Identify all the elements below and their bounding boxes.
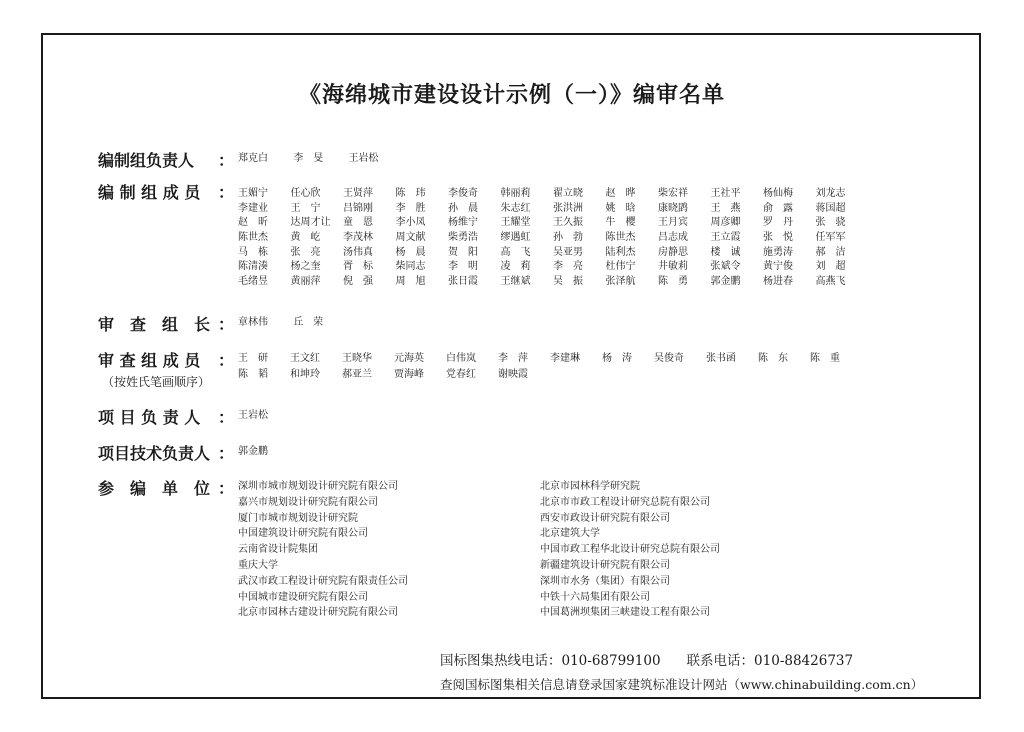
unit-name: 嘉兴市规划设计研究院有限公司 (238, 496, 378, 508)
member-name: 黄丽萍 (290, 276, 321, 288)
member-name: 郭金鹏 (710, 276, 741, 288)
unit-name: 中铁十六局集团有限公司 (540, 591, 650, 603)
member-name: 李 胜 (395, 202, 426, 214)
lead-names (238, 152, 400, 166)
review-member-name: 党春红 (446, 369, 476, 380)
member-name: 姚 晗 (605, 202, 636, 214)
member-name: 陈世杰 (605, 232, 636, 244)
member-name: 高燕飞 (815, 276, 846, 288)
unit-name: 武汉市政工程设计研究院有限责任公司 (238, 575, 408, 587)
member-name: 朱志红 (500, 202, 531, 214)
member-name: 王 宁 (290, 202, 321, 214)
member-name: 周 旭 (395, 276, 426, 288)
project-lead-label (98, 405, 235, 428)
review-member-name: 王晓华 (342, 353, 372, 364)
review-members-label-text: 审 查 组 成 员 (98, 351, 201, 370)
member-name: 杜伟宁 (605, 261, 636, 273)
review-member-name: 和坤玲 (290, 369, 320, 380)
member-name: 王耀堂 (500, 217, 531, 229)
member-name: 贺 阳 (448, 246, 478, 258)
review-member-name: 元海英 (394, 353, 424, 364)
member-name: 达周才让 (290, 217, 331, 229)
units-label-text: 参 编 单 位 (98, 479, 211, 498)
units-right-list (540, 479, 720, 621)
units-colon: ： (218, 479, 235, 498)
footer-website-note: 查阅国标图集相关信息请登录国家建筑标准设计网站（www.chinabuilding.com.cn） (440, 677, 924, 692)
unit-name: 中国城市建设研究院有限公司 (238, 591, 368, 603)
member-name: 韩丽莉 (500, 188, 531, 199)
units-label (98, 476, 235, 499)
unit-name: 深圳市城市规划设计研究院有限公司 (238, 481, 398, 492)
review-member-name: 陈 重 (810, 353, 840, 364)
review-members-colon: ： (218, 351, 235, 370)
member-name: 王久振 (553, 217, 583, 229)
unit-name: 新疆建筑设计研究院有限公司 (540, 559, 670, 571)
member-name: 黄宁俊 (763, 261, 793, 273)
member-name: 任心欣 (290, 188, 321, 199)
member-name: 杨 晨 (395, 246, 426, 258)
member-name: 杨进春 (763, 276, 793, 288)
unit-name: 云南省设计院集团 (238, 544, 318, 556)
member-name: 王立霞 (710, 232, 741, 244)
member-name: 吕志成 (658, 232, 688, 244)
member-name: 陈 勇 (658, 276, 688, 288)
member-name: 凌 莉 (500, 261, 531, 273)
member-name: 刘 超 (815, 261, 846, 273)
review-member-name: 贾海峰 (394, 369, 424, 380)
review-member-name: 陈 韬 (238, 369, 268, 380)
member-name: 孙 勃 (553, 232, 583, 244)
project-lead-names (238, 409, 290, 423)
member-name: 陈 玮 (395, 188, 426, 199)
review-member-name: 李建琳 (550, 353, 580, 364)
member-name: 吴亚男 (553, 246, 583, 258)
member-name: 柴宏祥 (658, 188, 688, 199)
member-name: 翟立晓 (553, 188, 583, 199)
review-member-name: 张书函 (706, 353, 736, 364)
unit-name: 中国葛洲坝集团三峡建设工程有限公司 (540, 607, 710, 619)
member-name: 张斌令 (710, 261, 741, 273)
member-name: 毛绪昱 (238, 276, 268, 288)
unit-name: 中国市政工程华北设计研究总院有限公司 (540, 544, 720, 556)
review-member-name: 白伟岚 (446, 353, 476, 364)
page-title: 《海绵城市建设设计示例（一）》编审名单 (298, 83, 725, 108)
member-name: 李俊奇 (448, 188, 478, 199)
footer-phones (440, 649, 853, 669)
tech-lead-names (238, 445, 290, 459)
member-name: 杨维宁 (448, 217, 478, 229)
review-member-name: 王文红 (290, 353, 320, 364)
unit-name: 深圳市水务（集团）有限公司 (540, 575, 670, 587)
project-lead-name: 王岩松 (238, 410, 268, 421)
tech-lead-label-text: 项目技术负责人 (98, 444, 211, 463)
review-lead-name: 章林伟 (238, 317, 268, 328)
unit-name: 北京市园林科学研究院 (540, 481, 640, 492)
review-lead-name: 丘 荣 (293, 317, 324, 328)
unit-name: 重庆大学 (238, 559, 278, 571)
member-name: 杨仙梅 (763, 188, 793, 199)
review-members-row-2 (238, 368, 550, 382)
review-member-name: 谢映霞 (498, 369, 528, 380)
member-name: 李小凤 (395, 217, 426, 229)
member-name: 柴勇浩 (448, 232, 478, 244)
unit-name: 厦门市城市规划设计研究院 (238, 512, 358, 524)
tech-lead-colon: ： (218, 444, 235, 463)
member-name: 李建业 (238, 202, 268, 214)
review-member-name: 吴俊奇 (654, 353, 684, 364)
member-name: 楼 诚 (710, 246, 741, 258)
member-name: 罗 丹 (763, 217, 793, 229)
member-name: 张 悦 (763, 232, 793, 244)
member-name: 缪遇虹 (500, 232, 531, 244)
member-name: 牛 樱 (605, 217, 636, 229)
member-name: 王 燕 (710, 202, 741, 214)
member-name: 王贤萍 (343, 188, 373, 199)
member-name: 蒋国超 (815, 202, 846, 214)
review-member-name: 杨 涛 (602, 353, 632, 364)
member-name: 周彦卿 (710, 217, 741, 229)
members-colon: ： (218, 183, 235, 202)
lead-label (98, 148, 235, 171)
member-name: 李 明 (448, 261, 478, 273)
units-left-list (238, 479, 408, 621)
unit-name: 北京市园林古建设计研究院有限公司 (238, 607, 398, 619)
member-name: 张日霞 (448, 276, 478, 288)
member-name: 陈世杰 (238, 232, 268, 244)
review-member-name: 李 萍 (498, 353, 528, 364)
member-name: 张 骁 (815, 217, 846, 229)
lead-colon: ： (218, 151, 235, 170)
review-members-note: （按姓氏笔画顺序） (102, 375, 211, 389)
member-name: 张洪洲 (553, 202, 583, 214)
review-member-name: 王 研 (238, 353, 268, 364)
member-name: 李茂林 (343, 232, 373, 244)
unit-name: 北京建筑大学 (540, 528, 600, 540)
members-grid (238, 184, 878, 287)
review-members-label (98, 348, 235, 371)
hotline-text: 国标图集热线电话：010-68799100 (440, 653, 661, 669)
member-name: 吕锦刚 (343, 202, 373, 214)
unit-name: 北京市市政工程设计研究总院有限公司 (540, 496, 710, 508)
member-name: 刘龙志 (815, 188, 846, 199)
member-name: 房静思 (658, 246, 688, 258)
member-name: 郝 洁 (815, 246, 846, 258)
tech-lead-name: 郭金鹏 (238, 446, 268, 457)
member-name: 陈清湊 (238, 261, 268, 273)
unit-name: 中国建筑设计研究院有限公司 (238, 528, 368, 540)
member-name: 周文献 (395, 232, 426, 244)
member-name: 张 亮 (290, 246, 321, 258)
member-name: 张泽航 (605, 276, 636, 288)
lead-name: 郑克白 (238, 153, 268, 164)
member-name: 任军军 (815, 232, 846, 244)
review-lead-names (238, 316, 345, 330)
project-lead-colon: ： (218, 408, 235, 427)
tech-lead-label (98, 441, 235, 464)
review-member-name: 郝亚兰 (342, 369, 372, 380)
member-name: 陆利杰 (605, 246, 636, 258)
unit-name: 西安市政设计研究院有限公司 (540, 512, 670, 524)
member-name: 赵 晔 (605, 188, 636, 199)
member-name: 王继斌 (500, 276, 531, 288)
contact-phone-text: 联系电话：010-88426737 (686, 653, 854, 669)
members-label (98, 180, 235, 203)
member-name: 杨之奎 (290, 261, 321, 273)
member-name: 王月宾 (658, 217, 688, 229)
review-member-name: 陈 东 (758, 353, 788, 364)
member-name: 胥 标 (343, 261, 373, 273)
member-name: 王社平 (710, 188, 741, 199)
review-members-row-1 (238, 352, 862, 366)
member-name: 吴 振 (553, 276, 583, 288)
member-name: 汤伟真 (343, 246, 373, 258)
lead-name: 李 旻 (293, 153, 324, 164)
review-lead-label (98, 312, 235, 335)
lead-label-text: 编制组负责人 (98, 151, 195, 170)
project-lead-label-text: 项 目 负 责 人 (98, 408, 201, 427)
member-name: 黄 屹 (290, 232, 321, 244)
lead-name: 王岩松 (348, 153, 379, 164)
member-name: 康晓鹍 (658, 202, 688, 214)
member-name: 柴同志 (395, 261, 426, 273)
member-name: 李 亮 (553, 261, 583, 273)
member-name: 俞 露 (763, 202, 793, 214)
members-label-text: 编 制 组 成 员 (98, 183, 201, 202)
member-name: 孙 晨 (448, 202, 478, 214)
review-lead-label-text: 审 查 组 长 (98, 315, 211, 334)
member-name: 高 飞 (500, 246, 531, 258)
member-name: 施勇涛 (763, 246, 793, 258)
member-name: 井敏莉 (658, 261, 688, 273)
member-name: 倪 强 (343, 276, 373, 288)
review-lead-colon: ： (218, 315, 235, 334)
member-name: 赵 昕 (238, 217, 268, 229)
member-name: 童 恩 (343, 217, 373, 229)
member-name: 王媚宁 (238, 188, 268, 199)
member-name: 马 栋 (238, 246, 268, 258)
